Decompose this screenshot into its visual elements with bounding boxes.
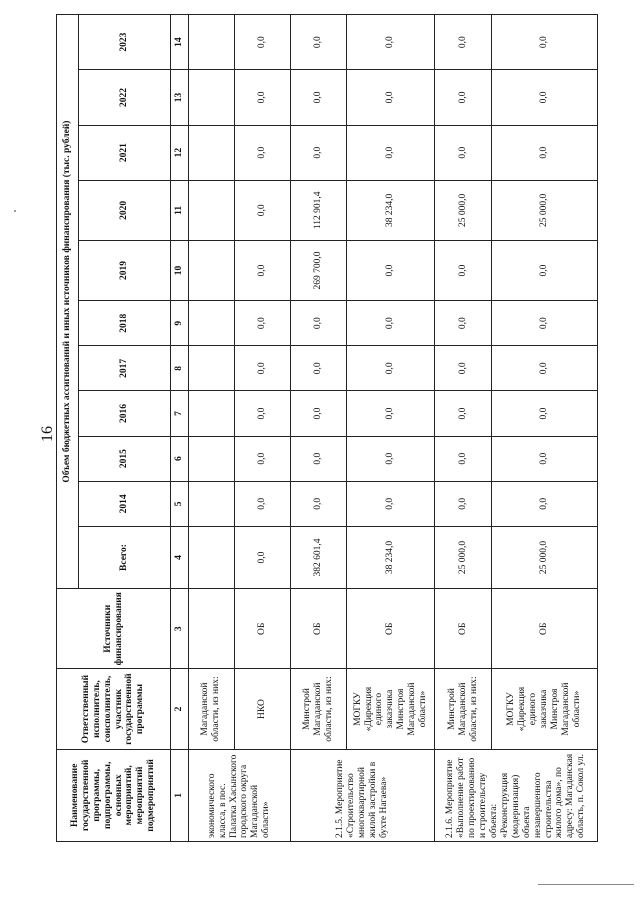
index-cell: 6 bbox=[171, 436, 189, 481]
year-cell: 0,0 bbox=[347, 240, 435, 300]
year-cell: 0,0 bbox=[435, 481, 491, 526]
year-cell: 0,0 bbox=[234, 125, 290, 180]
year-cell: 0,0 bbox=[347, 125, 435, 180]
table-row bbox=[290, 15, 346, 842]
index-cell: 13 bbox=[171, 70, 189, 125]
index-cell: 1 bbox=[171, 749, 189, 841]
budget-table bbox=[56, 14, 598, 842]
header-year: 2023 bbox=[79, 15, 171, 70]
header-year: 2020 bbox=[79, 180, 171, 240]
year-cell: 269 700,0 bbox=[290, 240, 346, 300]
year-cell: 0,0 bbox=[491, 391, 597, 436]
header-year: 2014 bbox=[79, 481, 171, 526]
year-cell bbox=[189, 240, 235, 300]
year-cell: 0,0 bbox=[435, 15, 491, 70]
year-cell bbox=[189, 391, 235, 436]
index-cell: 12 bbox=[171, 125, 189, 180]
index-cell: 5 bbox=[171, 481, 189, 526]
header-year: 2015 bbox=[79, 436, 171, 481]
year-cell: 0,0 bbox=[435, 125, 491, 180]
header-total: Всего: bbox=[79, 526, 171, 588]
table-row bbox=[189, 15, 235, 842]
year-cell: 0,0 bbox=[234, 391, 290, 436]
header-year: 2022 bbox=[79, 70, 171, 125]
total-cell: 25 000,0 bbox=[435, 526, 491, 588]
year-cell: 0,0 bbox=[491, 481, 597, 526]
header-year: 2017 bbox=[79, 346, 171, 391]
source-cell: ОБ bbox=[347, 589, 435, 669]
year-cell: 0,0 bbox=[234, 301, 290, 346]
year-cell: 0,0 bbox=[491, 15, 597, 70]
year-cell: 0,0 bbox=[491, 125, 597, 180]
year-cell: 38 234,0 bbox=[347, 180, 435, 240]
total-cell: 38 234,0 bbox=[347, 526, 435, 588]
source-cell: ОБ bbox=[491, 589, 597, 669]
year-cell: 0,0 bbox=[290, 125, 346, 180]
year-cell bbox=[189, 180, 235, 240]
year-cell: 0,0 bbox=[491, 301, 597, 346]
source-cell: ОБ bbox=[234, 589, 290, 669]
executor-cell: МОГКУ «Дирекция единого заказчика Минстроя Магаданской области» bbox=[347, 669, 435, 749]
year-cell: 0,0 bbox=[290, 481, 346, 526]
total-cell bbox=[189, 526, 235, 588]
year-cell: 0,0 bbox=[347, 70, 435, 125]
year-cell: 0,0 bbox=[435, 240, 491, 300]
year-cell: 0,0 bbox=[234, 346, 290, 391]
year-cell: 25 000,0 bbox=[491, 180, 597, 240]
year-cell bbox=[189, 70, 235, 125]
index-row bbox=[171, 15, 189, 842]
index-cell: 10 bbox=[171, 240, 189, 300]
header-financing-group: Объем бюджетных ассигнований и иных источников финансирования (тыс. рублей) bbox=[57, 15, 79, 589]
year-cell: 0,0 bbox=[290, 301, 346, 346]
year-cell: 0,0 bbox=[347, 391, 435, 436]
year-cell: 0,0 bbox=[491, 70, 597, 125]
measure-name-cell: 2.1.6. Мероприятие «Выполнение работ по проектированию и строительству объекта: «Реконструкция (модернизация) объекта незавершенного строительства жилого дома», по адресу: Магаданская область, п. Сокол ул. bbox=[435, 749, 598, 841]
year-cell bbox=[189, 436, 235, 481]
year-cell: 0,0 bbox=[435, 301, 491, 346]
year-cell bbox=[189, 15, 235, 70]
index-cell: 4 bbox=[171, 526, 189, 588]
source-cell: ОБ bbox=[435, 589, 491, 669]
measure-name-cell: экономического класса, в пос. Палатка Хасынского городского округа Магаданской области» bbox=[189, 749, 291, 841]
year-cell: 0,0 bbox=[435, 436, 491, 481]
year-cell: 0,0 bbox=[290, 70, 346, 125]
year-cell bbox=[189, 346, 235, 391]
year-cell: 112 901,4 bbox=[290, 180, 346, 240]
header-name: Наименование государственной программы, подпрограммы, основных мероприятий, мероприятий подмероприятий bbox=[57, 749, 171, 841]
index-cell: 11 bbox=[171, 180, 189, 240]
year-cell: 0,0 bbox=[234, 180, 290, 240]
header-year: 2016 bbox=[79, 391, 171, 436]
year-cell: 0,0 bbox=[491, 240, 597, 300]
index-cell: 9 bbox=[171, 301, 189, 346]
year-cell: 0,0 bbox=[435, 391, 491, 436]
executor-cell: Минстрой Магаданской области, из них: bbox=[290, 669, 346, 749]
index-cell: 8 bbox=[171, 346, 189, 391]
header-source: Источники финансирования bbox=[57, 589, 171, 669]
executor-cell: Магаданской области, из них: bbox=[189, 669, 235, 749]
header-year: 2018 bbox=[79, 301, 171, 346]
year-cell: 0,0 bbox=[290, 436, 346, 481]
year-cell: 0,0 bbox=[234, 436, 290, 481]
year-cell: 0,0 bbox=[347, 301, 435, 346]
table-row bbox=[435, 15, 491, 842]
header-year: 2019 bbox=[79, 240, 171, 300]
year-cell: 25 000,0 bbox=[435, 180, 491, 240]
year-cell bbox=[189, 481, 235, 526]
page-number: 16 bbox=[39, 426, 56, 442]
table-row bbox=[491, 15, 597, 842]
scan-dot bbox=[14, 210, 16, 212]
year-cell: 0,0 bbox=[491, 436, 597, 481]
year-cell: 0,0 bbox=[491, 346, 597, 391]
year-cell: 0,0 bbox=[290, 391, 346, 436]
year-cell bbox=[189, 301, 235, 346]
bottom-rule bbox=[538, 884, 634, 885]
year-cell: 0,0 bbox=[347, 346, 435, 391]
index-cell: 7 bbox=[171, 391, 189, 436]
executor-cell: Минстрой Магаданской области, из них: bbox=[435, 669, 491, 749]
year-cell: 0,0 bbox=[234, 15, 290, 70]
year-cell: 0,0 bbox=[234, 70, 290, 125]
executor-cell: МОГКУ «Дирекция единого заказчика Минстроя Магаданской области» bbox=[491, 669, 597, 749]
executor-cell: НКО bbox=[234, 669, 290, 749]
source-cell bbox=[189, 589, 235, 669]
year-cell: 0,0 bbox=[290, 346, 346, 391]
year-cell: 0,0 bbox=[290, 15, 346, 70]
total-cell: 0,0 bbox=[234, 526, 290, 588]
measure-name-cell: 2.1.5. Мероприятие «Строительство многоквартирной жилой застройки в бухте Нагаева» bbox=[290, 749, 435, 841]
year-cell: 0,0 bbox=[347, 481, 435, 526]
rotated-table-container bbox=[56, 14, 598, 842]
header-year: 2021 bbox=[79, 125, 171, 180]
table-row bbox=[347, 15, 435, 842]
year-cell bbox=[189, 125, 235, 180]
year-cell: 0,0 bbox=[435, 70, 491, 125]
year-cell: 0,0 bbox=[234, 240, 290, 300]
year-cell: 0,0 bbox=[347, 436, 435, 481]
table-row bbox=[234, 15, 290, 842]
index-cell: 14 bbox=[171, 15, 189, 70]
year-cell: 0,0 bbox=[347, 15, 435, 70]
header-row-1 bbox=[57, 15, 79, 842]
total-cell: 382 601,4 bbox=[290, 526, 346, 588]
index-cell: 2 bbox=[171, 669, 189, 749]
year-cell: 0,0 bbox=[234, 481, 290, 526]
source-cell: ОБ bbox=[290, 589, 346, 669]
header-executor: Ответственный исполнитель, соисполнитель, участник государственной программы bbox=[57, 669, 171, 749]
total-cell: 25 000,0 bbox=[491, 526, 597, 588]
year-cell: 0,0 bbox=[435, 346, 491, 391]
index-cell: 3 bbox=[171, 589, 189, 669]
